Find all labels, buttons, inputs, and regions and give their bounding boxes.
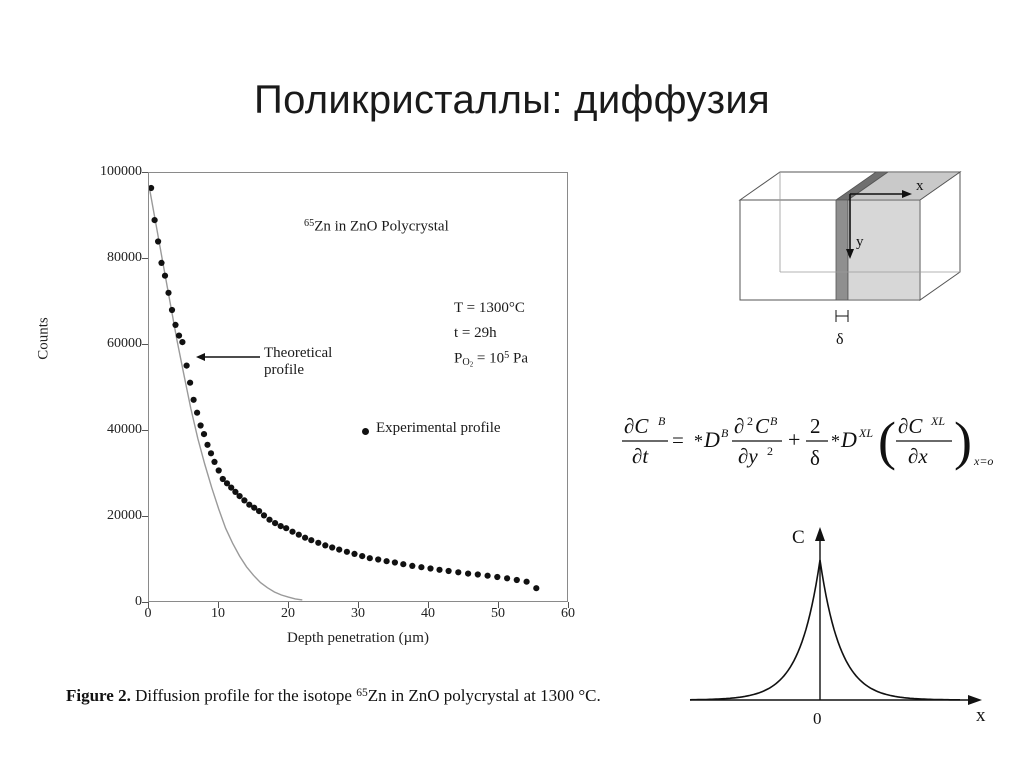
x-tick-label: 40 [421, 606, 435, 621]
svg-text:B: B [721, 426, 729, 440]
svg-text:D: D [841, 427, 857, 452]
y-tick-label: 80000 [107, 250, 142, 265]
svg-text:XL: XL [859, 426, 874, 440]
svg-text:B: B [770, 414, 778, 428]
y-tick-label: 20000 [107, 508, 142, 523]
svg-text:C: C [755, 414, 770, 438]
figure-caption-text: Diffusion profile for the isotope $^{65}$Zn in ZnO polycrystal at 1300 °C. [130, 685, 601, 705]
data-point [524, 579, 530, 585]
data-point [514, 577, 520, 583]
data-point [359, 553, 365, 559]
data-point [504, 575, 510, 581]
data-point [179, 339, 185, 345]
svg-text:∂y: ∂y [738, 444, 758, 468]
svg-text:*: * [694, 431, 703, 451]
x-tick-label: 10 [211, 606, 225, 621]
data-point [241, 497, 247, 503]
curve-y-axis-label: C [792, 527, 805, 548]
data-point [409, 563, 415, 569]
annotation-pressure: $P_{O_2} = 10^5$ Pa [454, 350, 528, 369]
data-point [427, 565, 433, 571]
data-point [384, 558, 390, 564]
grain-boundary-cube-diagram [690, 160, 990, 380]
data-point [533, 585, 539, 591]
y-tick-label: 60000 [107, 336, 142, 351]
data-point [165, 290, 171, 296]
svg-text:∂: ∂ [734, 414, 745, 438]
data-point [367, 555, 373, 561]
data-point [283, 525, 289, 531]
svg-text:B: B [658, 414, 666, 428]
y-tick-labels [36, 160, 142, 609]
data-point [375, 556, 381, 562]
data-point [296, 532, 302, 538]
svg-text:*: * [831, 431, 840, 451]
theoretical-profile-arrow [196, 350, 262, 364]
cube-axis-x-label: x [916, 178, 924, 194]
data-point [272, 520, 278, 526]
diffusion-profile-chart [36, 160, 596, 670]
figure-caption-label: Figure 2. [66, 686, 131, 705]
data-point [400, 561, 406, 567]
data-point [176, 333, 182, 339]
data-point [169, 307, 175, 313]
data-point [308, 537, 314, 543]
x-tick-label: 60 [561, 606, 575, 621]
svg-text:): ) [954, 411, 972, 471]
data-point [162, 273, 168, 279]
annotation-time: t = 29h [454, 325, 497, 341]
data-point [149, 185, 154, 191]
svg-text:δ: δ [810, 446, 820, 470]
svg-text:∂C: ∂C [898, 414, 923, 438]
data-point [211, 459, 217, 465]
svg-text:+: + [788, 427, 801, 452]
curve-x-axis-label: x [976, 705, 986, 726]
y-axis-title: Counts [35, 317, 52, 360]
cube-svg [690, 160, 990, 370]
legend-marker-dot [362, 428, 369, 435]
curve-origin-label: 0 [813, 709, 822, 728]
data-point [418, 564, 424, 570]
data-point [455, 569, 461, 575]
data-point [278, 523, 284, 529]
x-axis-title: Depth penetration (µm) [287, 630, 429, 646]
data-point [201, 431, 207, 437]
annotation-temperature: T = 1300°C [454, 300, 525, 316]
svg-text:∂t: ∂t [632, 444, 649, 468]
plot-canvas [149, 173, 567, 601]
data-point [204, 442, 210, 448]
diffusion-equation [618, 385, 1018, 495]
data-point [446, 568, 452, 574]
concentration-curve-svg [660, 515, 1000, 740]
annotation-theoretical-profile: Theoretical profile [264, 345, 333, 379]
data-point [155, 238, 161, 244]
data-point [392, 559, 398, 565]
x-tick-label: 20 [281, 606, 295, 621]
data-point [256, 508, 262, 514]
data-point [322, 542, 328, 548]
data-point [187, 380, 193, 386]
svg-text:(: ( [878, 411, 896, 471]
data-point [289, 529, 295, 535]
x-tick-label: 30 [351, 606, 365, 621]
concentration-profile-plot [660, 515, 1000, 745]
data-point [184, 363, 190, 369]
data-point [494, 574, 500, 580]
y-tick-label: 0 [135, 594, 142, 609]
experimental-profile-points [149, 185, 539, 591]
data-point [344, 549, 350, 555]
cube-axis-y-label: y [856, 234, 864, 250]
svg-text:2: 2 [747, 414, 753, 428]
svg-text:x=o: x=o [974, 454, 994, 468]
svg-text:∂C: ∂C [624, 414, 649, 438]
svg-text:∂x: ∂x [908, 444, 928, 468]
svg-text:=: = [672, 428, 684, 452]
data-point [198, 422, 204, 428]
data-point [152, 217, 158, 223]
x-tick-label: 0 [144, 606, 152, 621]
data-point [485, 573, 491, 579]
chart-title-annotation: $^{65}$Zn in ZnO Polycrystal [304, 218, 449, 235]
data-point [351, 551, 357, 557]
y-tick-label: 40000 [107, 422, 142, 437]
data-point [172, 322, 178, 328]
data-point [158, 260, 164, 266]
equation-svg [618, 385, 1018, 495]
cube-thickness-label: δ [836, 331, 844, 348]
x-tick-label: 50 [491, 606, 505, 621]
figure-caption [66, 685, 606, 707]
data-point [336, 547, 342, 553]
data-point [191, 397, 197, 403]
data-point [475, 571, 481, 577]
data-point [329, 544, 335, 550]
theoretical-profile-curve [149, 186, 302, 600]
data-point [465, 571, 471, 577]
data-point [216, 467, 222, 473]
data-point [266, 517, 272, 523]
plot-frame [148, 172, 568, 602]
concentration-curve-path [690, 560, 960, 700]
svg-text:D: D [704, 427, 720, 452]
svg-text:2: 2 [767, 444, 773, 458]
figure-block [35, 160, 601, 750]
data-point [237, 493, 243, 499]
page-title: Поликристаллы: диффузия [254, 78, 770, 122]
data-point [315, 540, 321, 546]
data-point [208, 450, 214, 456]
data-point [436, 567, 442, 573]
svg-text:XL: XL [931, 414, 946, 428]
data-point [302, 535, 308, 541]
legend-label-experimental: Experimental profile [376, 420, 501, 436]
y-tick-label: 100000 [100, 164, 142, 179]
svg-text:2: 2 [810, 414, 821, 438]
data-point [194, 410, 200, 416]
data-point [261, 512, 267, 518]
